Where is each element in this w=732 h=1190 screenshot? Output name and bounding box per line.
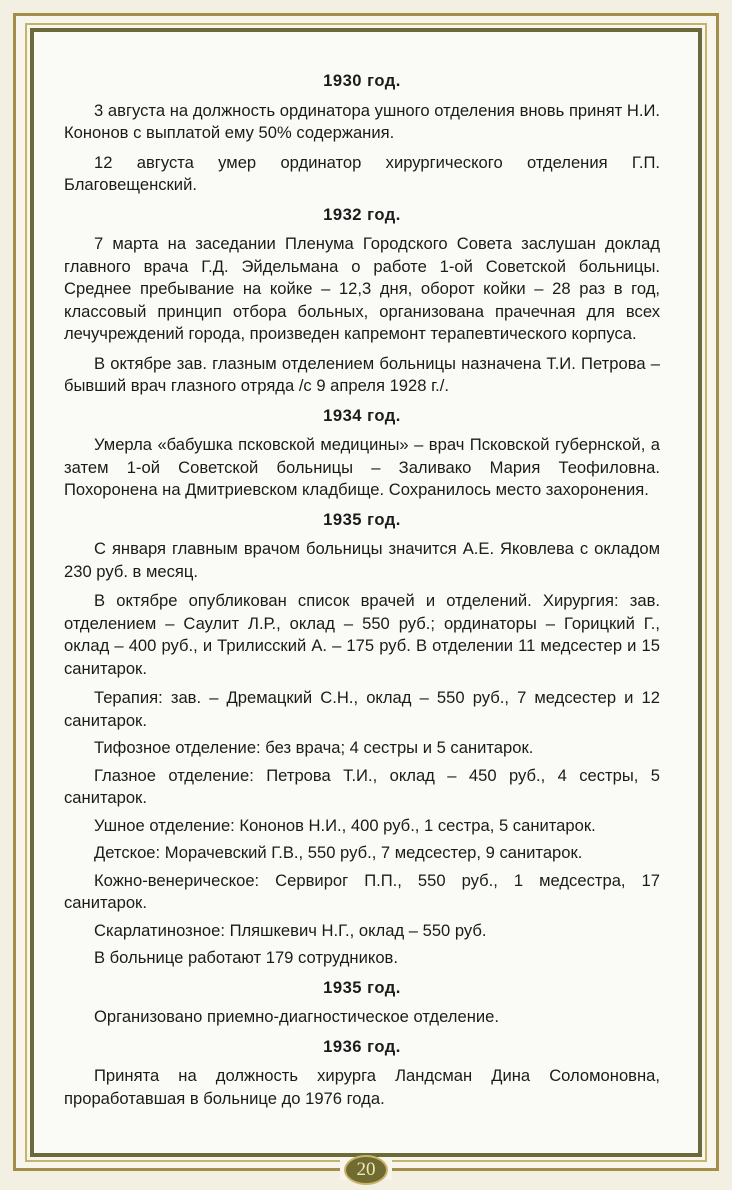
document-body bbox=[64, 70, 660, 1117]
year-heading: 1935 год. bbox=[323, 977, 401, 997]
section-1935-reception bbox=[64, 977, 660, 1029]
year-heading: 1930 год. bbox=[323, 71, 401, 90]
paragraph: 7 марта на заседании Пленума Городского Совета заслушан доклад главного врача Г.Д. Эйдельмана о работе 1-ой Советской больницы. Среднее пребывание на койке – 12,3 дня, оборот койки – 28 раз в год, классовый принцип отбора больных, организована прачечная для всех лечучреждений города, произведен капремонт терапевтического корпуса. bbox=[64, 234, 660, 343]
paragraph: В октябре зав. глазным отделением больницы назначена Т.И. Петрова – бывший врач глазного отряда /с 9 апреля 1928 г./. bbox=[64, 353, 660, 395]
paragraph: Детское: Морачевский Г.В., 550 руб., 7 медсестер, 9 санитарок. bbox=[94, 843, 583, 862]
page-number-badge: 20 bbox=[344, 1155, 388, 1185]
paragraph: Терапия: зав. – Дремацкий С.Н., оклад – 550 руб., 7 медсестер и 12 санитарок. bbox=[64, 688, 660, 730]
year-heading: 1932 год. bbox=[323, 204, 401, 224]
paragraph: Глазное отделение: Петрова Т.И., оклад – 450 руб., 4 сестры, 5 санитарок. bbox=[64, 765, 660, 807]
section-1936 bbox=[64, 1036, 660, 1111]
section-1930 bbox=[64, 70, 660, 197]
year-heading: 1935 год. bbox=[323, 509, 401, 529]
paragraph: В больнице работают 179 сотрудников. bbox=[94, 948, 398, 967]
year-heading: 1936 год. bbox=[323, 1036, 401, 1056]
paragraph: Принята на должность хирурга Ландсман Дина Соломоновна, проработавшая в больнице до 1976 года. bbox=[64, 1066, 660, 1108]
year-heading: 1934 год. bbox=[323, 405, 401, 425]
paragraph: Умерла «бабушка псковской медицины» – врач Псковской губернской, а затем 1-ой Советской больницы – Заливако Мария Теофиловна. Похоронена на Дмитриевском кладбище. Сохранилось место захоронения. bbox=[64, 435, 660, 499]
paragraph: 3 августа на должность ординатора ушного отделения вновь принят Н.И. Кононов с выплатой ему 50% содержания. bbox=[64, 100, 660, 142]
section-1934 bbox=[64, 405, 660, 502]
section-1935-staff bbox=[64, 509, 660, 970]
paragraph: Организовано приемно-диагностическое отделение. bbox=[94, 1007, 499, 1026]
paragraph: Тифозное отделение: без врача; 4 сестры и 5 санитарок. bbox=[94, 738, 534, 757]
section-1932 bbox=[64, 204, 660, 398]
paragraph: В октябре опубликован список врачей и отделений. Хирургия: зав. отделением – Саулит Л.Р., оклад – 550 руб.; ординаторы – Горицкий Г., оклад – 400 руб., и Трилисский А. – 175 руб. В отделении 11 медсестер и 15 санитарок. bbox=[64, 591, 660, 678]
paragraph: Скарлатинозное: Пляшкевич Н.Г., оклад – 550 руб. bbox=[94, 920, 487, 940]
paragraph: 12 августа умер ординатор хирургического отделения Г.П. Благовещенский. bbox=[64, 152, 660, 194]
paragraph: Ушное отделение: Кононов Н.И., 400 руб., 1 сестра, 5 санитарок. bbox=[94, 815, 596, 835]
paragraph: С января главным врачом больницы значится А.Е. Яковлева с окладом 230 руб. в месяц. bbox=[64, 539, 660, 581]
paragraph: Кожно-венерическое: Сервирог П.П., 550 руб., 1 медсестра, 17 санитарок. bbox=[64, 870, 660, 912]
